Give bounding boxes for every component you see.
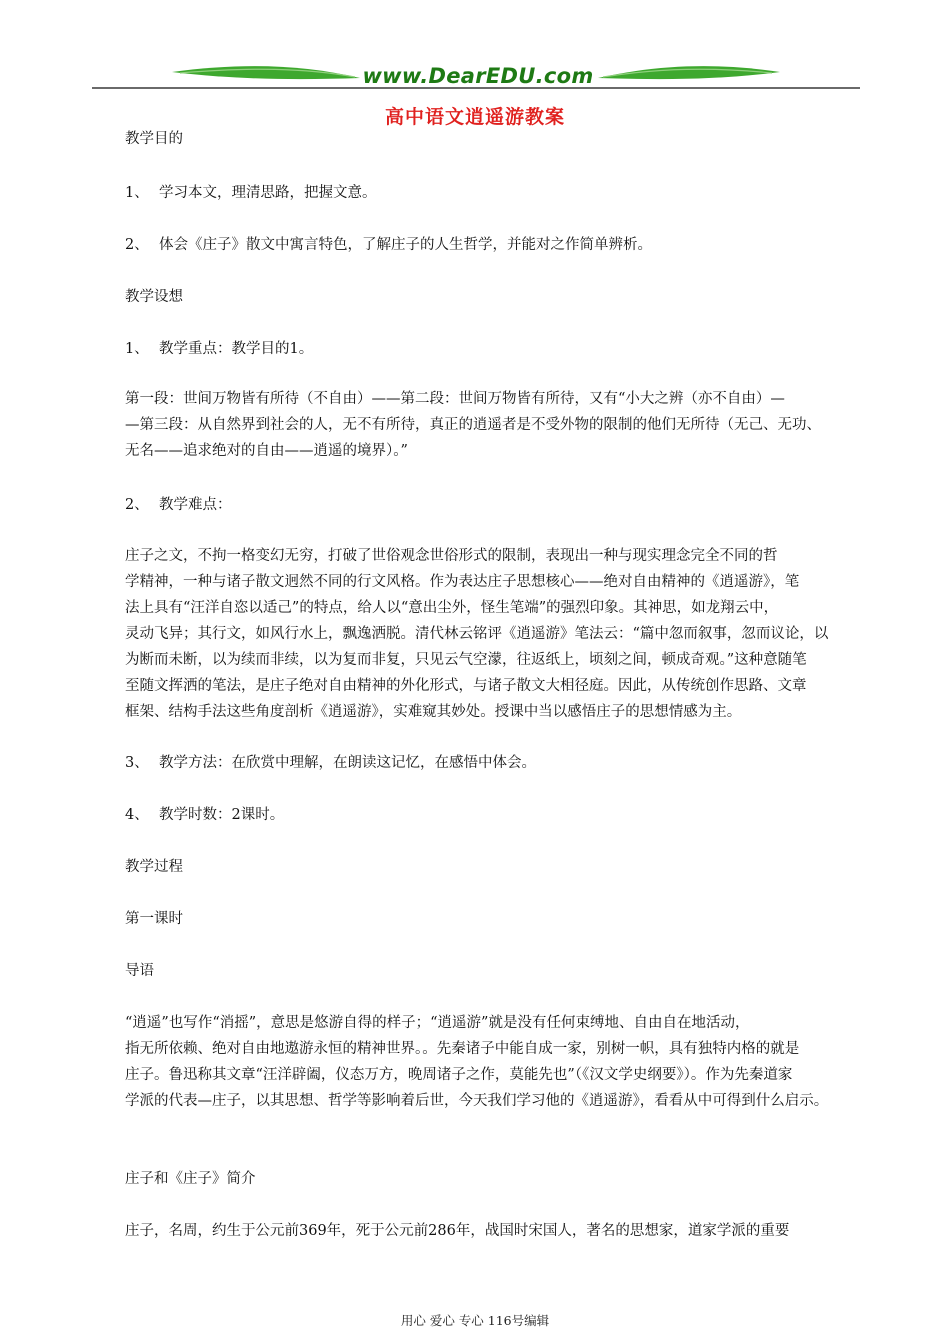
list-item-focus	[125, 336, 313, 362]
paragraph-zhuangzi-bio	[125, 1218, 860, 1244]
list-number: 2、	[125, 237, 149, 253]
paragraph-structure-summary	[125, 386, 860, 464]
site-header	[0, 0, 950, 100]
list-item-method	[125, 750, 536, 776]
heading-zhuangzi-intro: 庄子和《庄子》简介	[125, 1171, 256, 1187]
paragraph-line: 学精神，一种与诸子散文迥然不同的行文风格。作为表达庄子思想核心——绝对自由精神的《逍遥游》，笔	[125, 574, 800, 590]
paragraph-line: 指无所依赖、绝对自由地遨游永恒的精神世界。。先秦诸子中能自成一家，别树一帜，具有独特内格的就是	[125, 1041, 800, 1057]
list-number: 3、	[125, 755, 149, 771]
list-item-difficulty	[125, 492, 232, 518]
paragraph-line: 庄子。鲁迅称其文章“汪洋辟阖，仪态万方，晚周诸子之作，莫能先也”（《汉文学史纲要》）。作为先秦道家	[125, 1067, 793, 1083]
list-number: 4、	[125, 807, 149, 823]
paragraph-line: 学派的代表—庄子，以其思想、哲学等影响着后世，今天我们学习他的《逍遥游》，看看从中可得到什么启示。	[125, 1093, 829, 1109]
list-item-hours	[125, 802, 284, 828]
heading-teaching-goals: 教学目的	[125, 131, 183, 147]
heading-first-lesson: 第一课时	[125, 911, 183, 927]
list-item-goal-1	[125, 180, 377, 206]
left-swoosh	[172, 66, 360, 79]
paragraph-line: —第三段：从自然界到社会的人，无不有所待，真正的逍遥者是不受外物的限制的他们无所待（无己、无功、	[125, 417, 821, 433]
page-footer: 用心 爱心 专心 116号编辑	[400, 1313, 550, 1328]
list-item-goal-2	[125, 232, 652, 258]
paragraph-line: 法上具有“汪洋自恣以适己”的特点，给人以“意出尘外，怪生笔端”的强烈印象。其神思，如龙翔云中，	[125, 600, 779, 616]
document-title: 高中语文逍遥游教案	[384, 106, 565, 128]
heading-teaching-plan: 教学设想	[125, 289, 183, 305]
paragraph-line: “逍遥”也写作“消摇”，意思是悠游自得的样子；“逍遥游”就是没有任何束缚地、自由自在地活动，	[125, 1015, 750, 1031]
list-text: 教学难点：	[159, 497, 232, 513]
heading-teaching-process: 教学过程	[125, 859, 183, 875]
paragraph-line: 框架、结构手法这些角度剖析《逍遥游》，实难窥其妙处。授课中当以感悟庄子的思想情感为主。	[125, 704, 742, 720]
paragraph-line: 庄子，名周，约生于公元前369年，死于公元前286年，战国时宋国人，著名的思想家，道家学派的重要	[125, 1223, 790, 1239]
list-number: 1、	[125, 185, 149, 201]
list-text: 体会《庄子》散文中寓言特色，了解庄子的人生哲学，并能对之作简单辨析。	[159, 237, 652, 253]
list-number: 2、	[125, 497, 149, 513]
paragraph-line: 第一段：世间万物皆有所待（不自由）——第二段：世间万物皆有所待，又有“小大之辨（亦不自由）—	[125, 391, 785, 407]
paragraph-line: 为断而未断，以为续而非续，以为复而非复，只见云气空濛，往返纸上，顷刻之间，顿成奇观。”这种意随笔	[125, 652, 807, 668]
paragraph-line: 至随文挥洒的笔法，是庄子绝对自由精神的外化形式，与诸子散文大相径庭。因此，从传统创作思路、文章	[125, 678, 807, 694]
heading-introduction: 导语	[125, 963, 154, 979]
paragraph-zhuangzi-style	[125, 543, 860, 725]
list-text: 教学重点：教学目的1。	[159, 341, 314, 357]
paragraph-line: 无名——追求绝对的自由——逍遥的境界）。”	[125, 443, 408, 459]
right-swoosh	[598, 66, 780, 79]
paragraph-xiaoyao-meaning	[125, 1010, 860, 1114]
paragraph-line: 庄子之文，不拘一格变幻无穷，打破了世俗观念世俗形式的限制，表现出一种与现实理念完全不同的哲	[125, 548, 778, 564]
site-logo-text[interactable]: www.DearEDU.com	[362, 64, 594, 88]
list-number: 1、	[125, 341, 149, 357]
list-text: 学习本文，理清思路，把握文意。	[159, 185, 377, 201]
list-text: 教学时数：2课时。	[159, 807, 285, 823]
paragraph-line: 灵动飞异；其行文，如风行水上，飘逸洒脱。清代林云铭评《逍遥游》笔法云：“篇中忽而叙事，忽而议论，以	[125, 626, 829, 642]
list-text: 教学方法：在欣赏中理解，在朗读这记忆，在感悟中体会。	[159, 755, 536, 771]
